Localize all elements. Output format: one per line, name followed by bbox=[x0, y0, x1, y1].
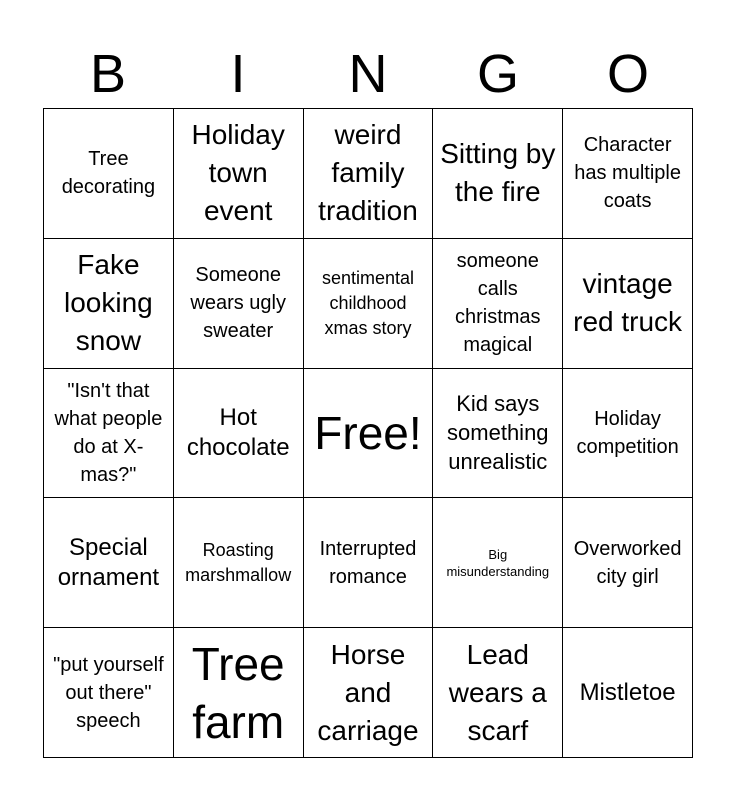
bingo-cell[interactable] bbox=[174, 239, 304, 369]
bingo-cell[interactable] bbox=[44, 369, 174, 499]
cell-text: Tree decorating bbox=[61, 148, 156, 199]
header-letter-b: B bbox=[89, 44, 127, 104]
cell-text: Character has multiple coats bbox=[574, 134, 681, 213]
free-space-text: Free! bbox=[314, 406, 422, 459]
cell-text: someone calls christmas magical bbox=[454, 250, 541, 357]
header-letter-g: G bbox=[476, 44, 519, 104]
bingo-cell[interactable] bbox=[44, 498, 174, 628]
cell-text: Holiday town event bbox=[191, 119, 285, 227]
cell-text: Overworked city girl bbox=[573, 537, 682, 588]
bingo-cell[interactable] bbox=[304, 239, 434, 369]
bingo-cell[interactable] bbox=[433, 498, 563, 628]
bingo-board bbox=[43, 108, 693, 758]
header-letter-i: I bbox=[230, 44, 246, 104]
bingo-cell[interactable] bbox=[433, 628, 563, 758]
bingo-cell[interactable] bbox=[563, 239, 693, 369]
cell-text: "Isn't that what people do at X-mas?" bbox=[54, 379, 163, 486]
cell-text: Interrupted romance bbox=[319, 537, 417, 588]
bingo-cell[interactable] bbox=[44, 109, 174, 239]
cell-text: Horse and carriage bbox=[317, 638, 419, 746]
cell-text: Big misunderstanding bbox=[446, 546, 550, 579]
header-letter-o: O bbox=[606, 44, 649, 104]
bingo-header bbox=[43, 40, 693, 108]
cell-text: Fake looking snow bbox=[64, 249, 153, 357]
bingo-cell[interactable] bbox=[304, 109, 434, 239]
bingo-cell[interactable] bbox=[563, 109, 693, 239]
bingo-cell[interactable] bbox=[563, 369, 693, 499]
bingo-cell[interactable] bbox=[44, 239, 174, 369]
bingo-cell[interactable] bbox=[304, 628, 434, 758]
bingo-cell[interactable] bbox=[563, 628, 693, 758]
bingo-cell[interactable] bbox=[174, 498, 304, 628]
bingo-cell[interactable] bbox=[174, 109, 304, 239]
header-letter-n: N bbox=[348, 44, 388, 104]
cell-text: "put yourself out there" speech bbox=[53, 653, 164, 732]
cell-text: Holiday competition bbox=[576, 407, 679, 458]
bingo-cell[interactable] bbox=[44, 628, 174, 758]
bingo-cell[interactable] bbox=[433, 369, 563, 499]
cell-text: sentimental childhood xmas story bbox=[321, 267, 415, 338]
cell-text: Tree farm bbox=[191, 637, 285, 748]
bingo-cell[interactable] bbox=[563, 498, 693, 628]
cell-text: Special ornament bbox=[57, 533, 160, 591]
cell-text: Someone wears ugly sweater bbox=[190, 264, 286, 343]
cell-text: Roasting marshmallow bbox=[185, 539, 292, 585]
cell-text: Hot chocolate bbox=[186, 403, 290, 461]
free-space[interactable] bbox=[304, 369, 434, 499]
cell-text: weird family tradition bbox=[318, 119, 418, 227]
cell-text: Kid says something unrealistic bbox=[447, 391, 549, 475]
cell-text: vintage red truck bbox=[573, 268, 683, 338]
bingo-cell[interactable] bbox=[304, 498, 434, 628]
bingo-cell[interactable] bbox=[174, 369, 304, 499]
cell-text: Mistletoe bbox=[579, 678, 676, 706]
cell-text: Lead wears a scarf bbox=[448, 638, 547, 746]
bingo-cell[interactable] bbox=[433, 109, 563, 239]
bingo-cell[interactable] bbox=[433, 239, 563, 369]
bingo-cell[interactable] bbox=[174, 628, 304, 758]
cell-text: Sitting by the fire bbox=[440, 138, 556, 208]
